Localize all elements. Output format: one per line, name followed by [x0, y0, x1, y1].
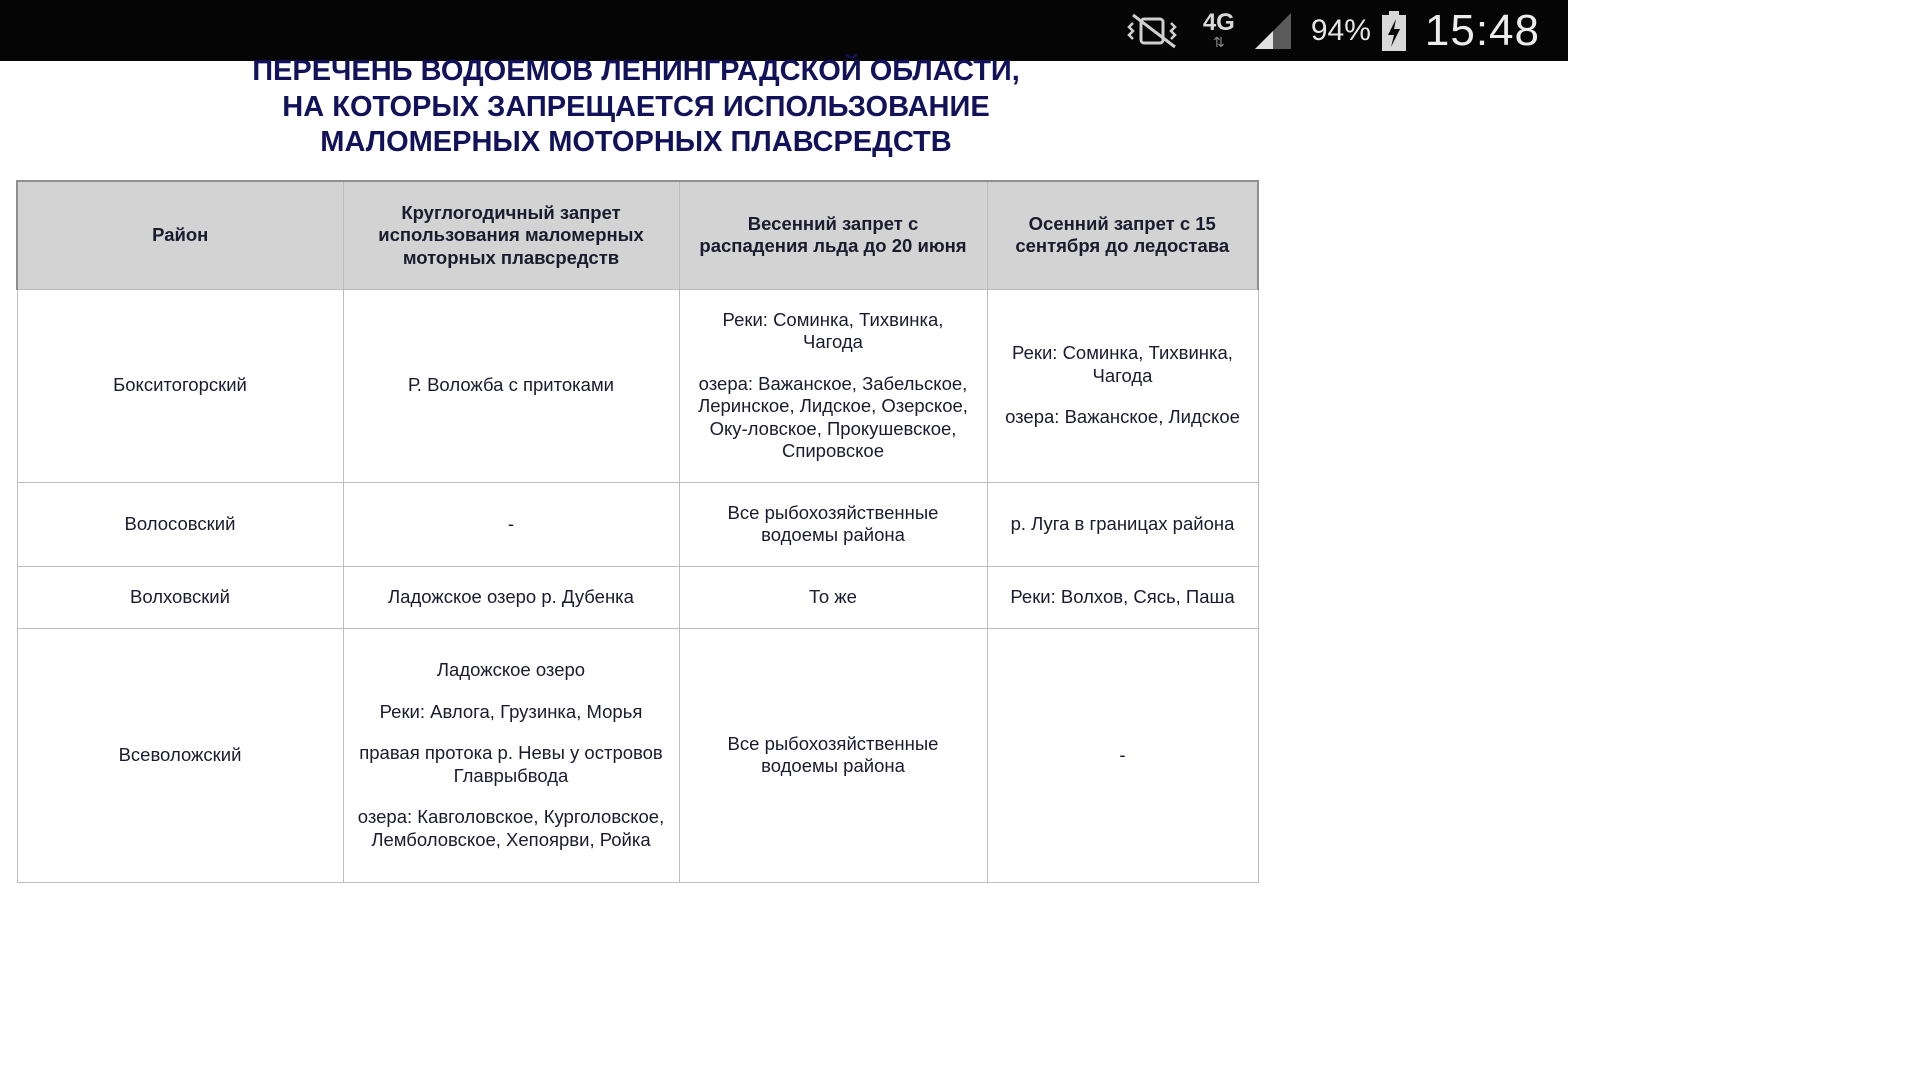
battery-charging-icon: [1381, 10, 1407, 52]
cell-autumn: [987, 289, 1258, 482]
cell-text: Все рыбохозяйственные водоемы района: [727, 732, 939, 776]
title-line: НА КОТОРЫХ ЗАПРЕЩАЕТСЯ ИСПОЛЬЗОВАНИЕ: [282, 90, 990, 123]
table-row: [17, 289, 1258, 482]
table-row: [17, 628, 1258, 882]
cell-spring: [679, 482, 987, 566]
cell-autumn: [987, 482, 1258, 566]
cell-text: Реки: Волхов, Сясь, Паша: [1010, 585, 1235, 607]
signal-bars-icon: [1253, 11, 1293, 51]
status-bar: [0, 0, 1568, 61]
cell-text: -: [1119, 743, 1126, 765]
cell-spring: [679, 628, 987, 882]
cell-year-round: [343, 289, 679, 482]
header-district: Район: [17, 181, 343, 289]
cell-text: Реки: Авлога, Грузинка, Морья: [379, 700, 643, 722]
cell-year-round: [343, 482, 679, 566]
battery-percent: 94%: [1310, 13, 1371, 47]
header-spring: Весенний запрет с распадения льда до 20 июня: [679, 181, 987, 289]
cell-text: Ладожское озеро: [436, 659, 586, 680]
cell-text: озера: Кавголовское, Курголовское, Лемболовское, Хепоярви, Ройка: [357, 806, 665, 850]
cell-spring: [679, 566, 987, 628]
cell-district: Бокситогорский: [17, 289, 343, 482]
header-year-round: Круглогодичный запрет использования маломерных моторных плавсредств: [343, 181, 679, 289]
title-line: ПЕРЕЧЕНЬ ВОДОЕМОВ ЛЕНИНГРАДСКОЙ ОБЛАСТИ,: [252, 55, 1020, 87]
cell-spring: [679, 289, 987, 482]
header-autumn: Осенний запрет с 15 сентября до ледостава: [987, 181, 1258, 289]
cell-text: -: [507, 512, 515, 534]
title-line: МАЛОМЕРНЫХ МОТОРНЫХ ПЛАВСРЕДСТВ: [320, 126, 952, 158]
cell-text: правая протока р. Невы у островов Главрыбвода: [359, 742, 663, 786]
table-row: [17, 482, 1258, 566]
mute-vibrate-icon: [1125, 11, 1185, 51]
network-type-label: 4G: [1202, 9, 1235, 36]
cell-text: озера: Важанское, Лидское: [1005, 406, 1240, 428]
cell-district: Всеволожский: [17, 628, 343, 882]
cell-district: Волховский: [17, 566, 343, 628]
table-row: [17, 566, 1258, 628]
cell-text: Реки: Соминка, Тихвинка, Чагода: [722, 308, 944, 352]
cell-text: Р. Воложба с притоками: [407, 374, 615, 396]
cell-year-round: [343, 566, 679, 628]
data-activity-icon: ⇅: [1212, 35, 1225, 51]
cell-year-round: [343, 628, 679, 882]
water-bodies-table: [16, 180, 1259, 883]
page-title: [0, 54, 1272, 161]
cell-text: Все рыбохозяйственные водоемы района: [727, 501, 939, 545]
table-header-row: [17, 181, 1258, 289]
cell-district: Волосовский: [17, 482, 343, 566]
cell-text: озера: Важанское, Забельское, Леринское, Лидское, Озерское, Оку-ловское, Прокушевское, Спировское: [698, 372, 968, 461]
cell-text: Реки: Соминка, Тихвинка, Чагода: [1012, 342, 1233, 386]
clock: 15:48: [1424, 5, 1540, 55]
cell-autumn: [987, 628, 1258, 882]
cell-text: р. Луга в границах района: [1010, 512, 1235, 534]
cell-text: Ладожское озеро р. Дубенка: [388, 585, 634, 607]
cell-text: То же: [809, 585, 857, 607]
cell-autumn: [987, 566, 1258, 628]
network-indicator: [1203, 11, 1235, 50]
